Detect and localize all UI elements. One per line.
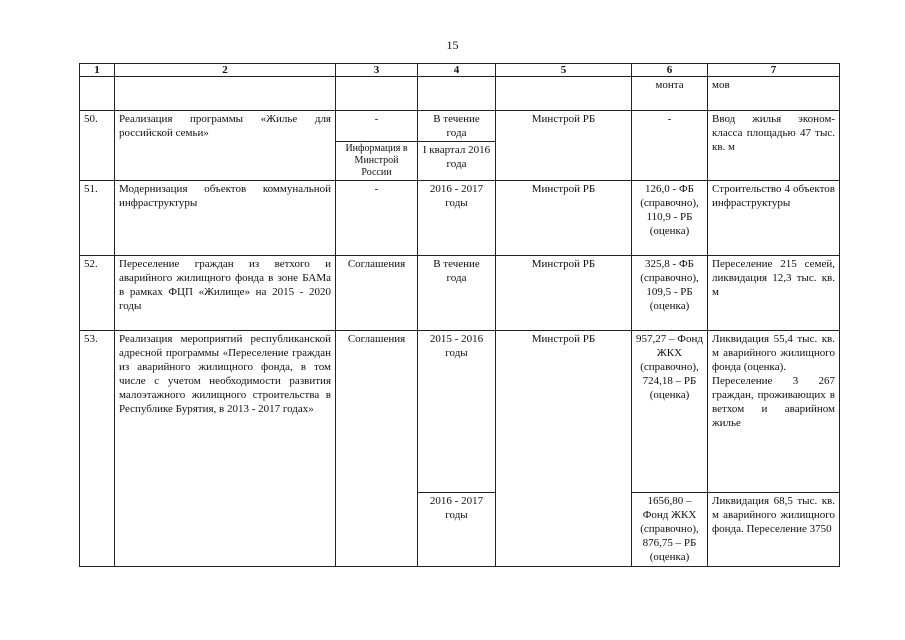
table-row-53: [80, 331, 840, 493]
report-period-cell: I квартал 2016 года: [418, 142, 496, 181]
table-row-52: [80, 256, 840, 331]
executor-cell: Минстрой РБ: [496, 256, 632, 331]
carry-result: мов: [708, 77, 840, 111]
row-number: 51.: [80, 181, 115, 256]
result-cell: Переселение 215 семей, ликвидация 12,3 тыс. кв. м: [708, 256, 840, 331]
column-number-5: 5: [496, 64, 632, 77]
result-cell-2: Ликвидация 68,5 тыс. кв. м аварийного жилищного фонда. Переселение 3750: [708, 493, 840, 567]
measure-title: Модернизация объектов коммунальной инфраструктуры: [115, 181, 336, 256]
period-cell: 2016 - 2017 годы: [418, 181, 496, 256]
executor-cell: Минстрой РБ: [496, 181, 632, 256]
column-number-row: [80, 64, 840, 77]
column-number-7: 7: [708, 64, 840, 77]
period-cell-2: 2016 - 2017 годы: [418, 493, 496, 567]
period-cell: В течение года: [418, 256, 496, 331]
carry-empty-1: [80, 77, 115, 111]
row-number: 50.: [80, 111, 115, 181]
table-row-50: [80, 111, 840, 142]
carry-empty-4: [418, 77, 496, 111]
funding-cell: 126,0 - ФБ (справочно), 110,9 - РБ (оценка): [632, 181, 708, 256]
funding-cell-2: 1656,80 – Фонд ЖКХ (справочно), 876,75 – РБ (оценка): [632, 493, 708, 567]
measure-title: Реализация мероприятий республиканской адресной программы «Переселение граждан из аварийного жилищного фонда, в том числе с учетом необходимости развития малоэтажного жилищного строительства в Республике Бурятия, в 2013 - 2017 годах»: [115, 331, 336, 567]
funding-cell: -: [632, 111, 708, 181]
measure-title: Реализация программы «Жилье для российской семьи»: [115, 111, 336, 181]
executor-cell: Минстрой РБ: [496, 111, 632, 181]
row-number: 53.: [80, 331, 115, 567]
column-number-3: 3: [336, 64, 418, 77]
plan-table: [79, 63, 840, 567]
row-number: 52.: [80, 256, 115, 331]
carry-over-row: [80, 77, 840, 111]
result-cell: Ликвидация 55,4 тыс. кв. м аварийного жилищного фонда (оценка). Переселение 3 267 граждан, проживающих в ветхом и аварийном жилье: [708, 331, 840, 493]
period-cell: 2015 - 2016 годы: [418, 331, 496, 493]
carry-empty-3: [336, 77, 418, 111]
basis-cell: -: [336, 181, 418, 256]
column-number-6: 6: [632, 64, 708, 77]
column-number-2: 2: [115, 64, 336, 77]
basis-cell: Соглашения: [336, 256, 418, 331]
carry-empty-5: [496, 77, 632, 111]
measure-title: Переселение граждан из ветхого и аварийного жилищного фонда в зоне БАМа в рамках ФЦП «Жилище» на 2015 - 2020 годы: [115, 256, 336, 331]
period-cell: В течение года: [418, 111, 496, 142]
page-number: 15: [446, 38, 459, 52]
column-number-4: 4: [418, 64, 496, 77]
result-cell: Строительство 4 объектов инфраструктуры: [708, 181, 840, 256]
funding-cell: 325,8 - ФБ (справочно), 109,5 - РБ (оценка): [632, 256, 708, 331]
basis-cell: Соглашения: [336, 331, 418, 567]
result-cell: Ввод жилья эконом-класса площадью 47 тыс. кв. м: [708, 111, 840, 181]
carry-funding: монта: [632, 77, 708, 111]
column-number-1: 1: [80, 64, 115, 77]
basis-cell: -: [336, 111, 418, 142]
table-row-51: [80, 181, 840, 256]
report-cell: Информация в Минстрой России: [336, 142, 418, 181]
executor-cell: Минстрой РБ: [496, 331, 632, 567]
funding-cell: 957,27 – Фонд ЖКХ (справочно), 724,18 – РБ (оценка): [632, 331, 708, 493]
carry-empty-2: [115, 77, 336, 111]
